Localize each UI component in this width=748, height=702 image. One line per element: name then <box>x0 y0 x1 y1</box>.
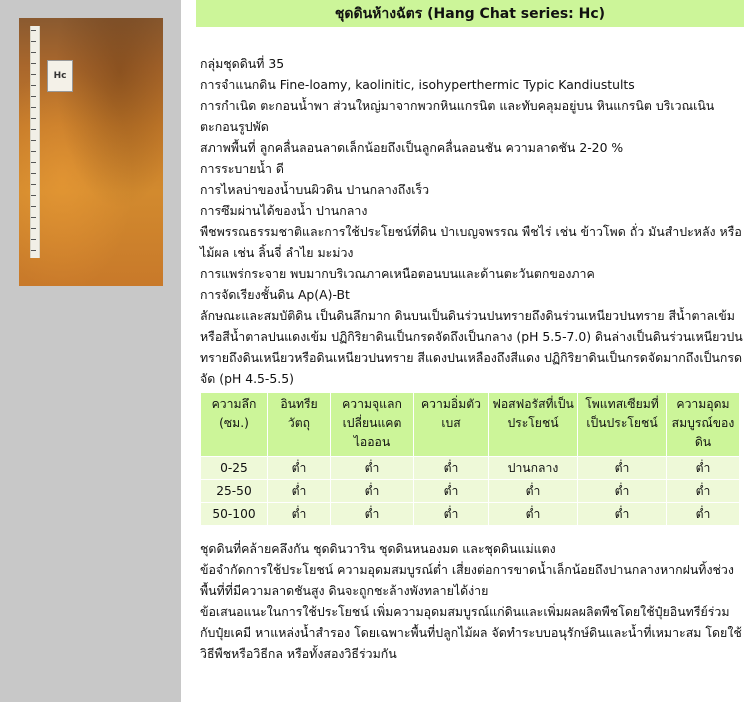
table-row <box>201 503 739 525</box>
table-cell: ต่ำ <box>489 503 577 525</box>
description-line: การกำเนิด ตะกอนน้ำพา ส่วนใหญ่มาจากพวกหินแกรนิต และทับคลุมอยู่บน หินแกรนิต บริเวณเนินตะกอนรูปพัด <box>200 98 715 134</box>
page-title: ชุดดินห้างฉัตร (Hang Chat series: Hc) <box>196 0 744 27</box>
table-cell: ต่ำ <box>578 457 666 479</box>
table-cell: ต่ำ <box>414 457 488 479</box>
tape-tick <box>31 118 36 119</box>
notes-line: ข้อจำกัดการใช้ประโยชน์ ความอุดมสมบูรณ์ต่ำ เสี่ยงต่อการขาดน้ำเล็กน้อยถึงปานกลางหากฝนทิ้งช่วง พื้นที่ที่มีความลาดชันสูง ดินจะถูกชะล้างพังทลายได้ง่าย <box>200 562 734 598</box>
notes-line: ชุดดินที่คล้ายคลึงกัน ชุดดินวาริน ชุดดินหนองมด และชุดดินแม่แตง <box>200 541 556 556</box>
table-cell: ต่ำ <box>268 457 330 479</box>
content-area <box>196 0 744 664</box>
description-line: สภาพพื้นที่ ลูกคลื่นลอนลาดเล็กน้อยถึงเป็นลูกคลื่นลอนชัน ความลาดชัน 2-20 % <box>200 140 624 155</box>
tape-tick <box>31 217 36 218</box>
table-cell: ต่ำ <box>331 457 413 479</box>
column-header: ฟอสฟอรัสที่เป็นประโยชน์ <box>489 393 577 456</box>
column-header: อินทรียวัตถุ <box>268 393 330 456</box>
table-cell: ต่ำ <box>268 480 330 502</box>
table-cell: ต่ำ <box>489 480 577 502</box>
table-cell: ต่ำ <box>414 480 488 502</box>
table-row <box>201 480 739 502</box>
tape-tick <box>31 228 36 229</box>
tape-tick <box>31 184 36 185</box>
table-cell: 0-25 <box>201 457 267 479</box>
column-header: ความอิ่มตัวเบส <box>414 393 488 456</box>
table-cell: ต่ำ <box>667 503 739 525</box>
soil-notes <box>196 538 744 664</box>
tape-tick <box>31 85 36 86</box>
column-header: โพแทสเซียมที่เป็นประโยชน์ <box>578 393 666 456</box>
tape-tick <box>31 63 36 64</box>
table-cell: ต่ำ <box>414 503 488 525</box>
tape-tick <box>31 52 36 53</box>
table-cell: ต่ำ <box>667 480 739 502</box>
tape-tick <box>31 173 36 174</box>
soil-properties-table <box>200 392 740 526</box>
table-row <box>201 457 739 479</box>
description-line: พืชพรรณธรรมชาติและการใช้ประโยชน์ที่ดิน ป่าเบญจพรรณ พืชไร่ เช่น ข้าวโพด ถั่ว มันสำปะหลัง หรือไม้ผล เช่น ลิ้นจี่ ลำไย มะม่วง <box>200 224 742 260</box>
tape-tick <box>31 206 36 207</box>
tape-tick <box>31 74 36 75</box>
table-header-row <box>201 393 739 456</box>
table-cell: ต่ำ <box>578 503 666 525</box>
column-header: ความลึก (ซม.) <box>201 393 267 456</box>
left-panel <box>0 0 181 702</box>
description-line: กลุ่มชุดดินที่ 35 <box>200 56 285 71</box>
soil-description <box>196 53 744 389</box>
tape-tick <box>31 195 36 196</box>
tape-tick <box>31 239 36 240</box>
description-line: ลักษณะและสมบัติดิน เป็นดินลึกมาก ดินบนเป็นดินร่วนปนทรายถึงดินร่วนเหนียวปนทราย สีน้ำตาลเข้ม หรือสีน้ำตาลปนแดงเข้ม ปฏิกิริยาดินเป็นกรดจัดถึงเป็นกลาง (pH 5.5-7.0) ดินล่างเป็นดินร่วนเหนียวปนทรายถึงดินเหนียวหรือดินเหนียวปนทราย สีแดงปนเหลืองถึงสีแดง ปฏิกิริยาดินเป็นกรดจัดมากถึงเป็นกรดจัด (pH 4.5-5.5) <box>200 308 743 386</box>
notes-line: ข้อเสนอแนะในการใช้ประโยชน์ เพิ่มความอุดมสมบูรณ์แก่ดินและเพิ่มผลผลิตพืชโดยใช้ปุ๋ยอินทรีย์ร่วมกับปุ๋ยเคมี หาแหล่งน้ำสำรอง โดยเฉพาะพื้นที่ปลูกไม้ผล จัดทำระบบอนุรักษ์ดินและน้ำที่เหมาะสม โดยใช้วิธีพืชหรือวิธีกล หรือทั้งสองวิธีร่วมกัน <box>200 604 742 661</box>
description-line: การจัดเรียงชั้นดิน Ap(A)-Bt <box>200 287 350 302</box>
tape-tick <box>31 129 36 130</box>
tape-tick <box>31 250 36 251</box>
soil-series-label-card: Hc <box>47 60 73 92</box>
table-cell: ปานกลาง <box>489 457 577 479</box>
description-line: การไหลบ่าของน้ำบนผิวดิน ปานกลางถึงเร็ว <box>200 182 430 197</box>
tape-tick <box>31 96 36 97</box>
description-line: การซึมผ่านได้ของน้ำ ปานกลาง <box>200 203 368 218</box>
description-line: การระบายน้ำ ดี <box>200 161 284 176</box>
column-header: ความอุดมสมบูรณ์ของดิน <box>667 393 739 456</box>
description-line: การแพร่กระจาย พบมากบริเวณภาคเหนือตอนบนและด้านตะวันตกของภาค <box>200 266 595 281</box>
measuring-tape <box>30 26 40 258</box>
table-cell: ต่ำ <box>268 503 330 525</box>
table-cell: ต่ำ <box>578 480 666 502</box>
table-cell: ต่ำ <box>667 457 739 479</box>
table-cell: ต่ำ <box>331 480 413 502</box>
column-header: ความจุแลกเปลี่ยนแคตไอออน <box>331 393 413 456</box>
table-cell: ต่ำ <box>331 503 413 525</box>
tape-tick <box>31 107 36 108</box>
soil-profile-photo <box>19 18 163 286</box>
tape-tick <box>31 162 36 163</box>
table-cell: 50-100 <box>201 503 267 525</box>
tape-tick <box>31 30 36 31</box>
tape-tick <box>31 151 36 152</box>
tape-tick <box>31 140 36 141</box>
description-line: การจำแนกดิน Fine-loamy, kaolinitic, isohyperthermic Typic Kandiustults <box>200 77 635 92</box>
tape-tick <box>31 41 36 42</box>
table-cell: 25-50 <box>201 480 267 502</box>
